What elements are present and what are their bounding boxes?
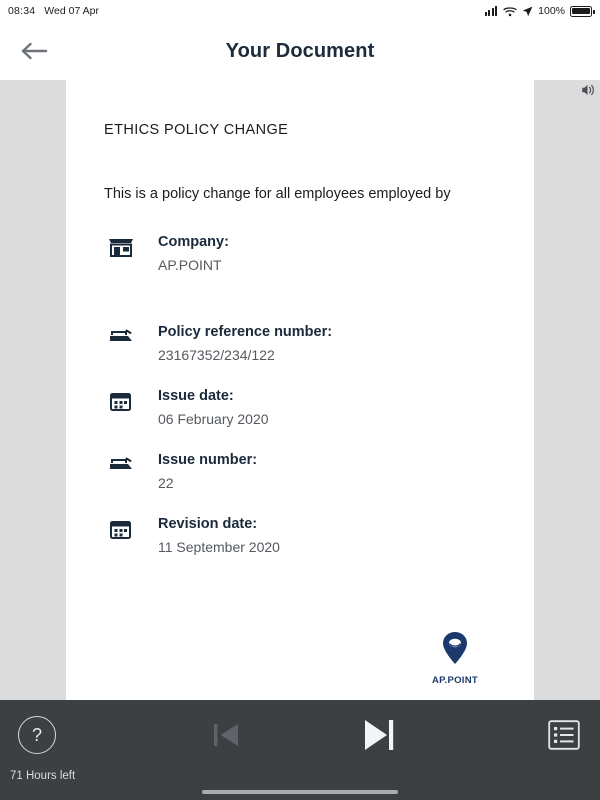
brand-logo	[420, 631, 490, 688]
back-button[interactable]	[14, 31, 54, 71]
map-pin-icon	[420, 631, 490, 670]
document-heading: ETHICS POLICY CHANGE	[104, 122, 289, 138]
field-company-text	[158, 230, 229, 276]
home-indicator	[202, 790, 398, 795]
calendar-icon	[102, 384, 158, 416]
playlist-icon	[548, 720, 580, 750]
page-title: Your Document	[225, 39, 375, 62]
playlist-button[interactable]	[548, 720, 580, 750]
speaker-icon[interactable]	[580, 82, 596, 98]
status-bar-right	[485, 5, 592, 17]
skip-previous-icon	[210, 720, 244, 750]
time-left-label: 71 Hours left	[10, 770, 76, 782]
status-time: 08:34	[8, 5, 36, 17]
store-icon	[102, 230, 158, 262]
document-intro: This is a policy change for all employees employed by	[104, 186, 451, 202]
field-value: 06 February 2020	[158, 410, 269, 427]
field-policy-reference-number	[102, 320, 498, 376]
skip-previous-button[interactable]	[210, 720, 244, 750]
status-date: Wed 07 Apr	[44, 5, 99, 17]
field-issue-date	[102, 384, 498, 440]
calendar-icon	[102, 512, 158, 544]
field-value: AP.POINT	[158, 256, 222, 273]
field-revision-date-text	[158, 512, 280, 558]
battery-percent: 100%	[538, 5, 565, 17]
document-icon	[102, 320, 158, 352]
header-bar	[0, 22, 600, 80]
skip-next-icon	[358, 716, 398, 754]
field-issue-date-text	[158, 384, 269, 430]
back-arrow-icon	[20, 41, 48, 61]
field-company	[102, 230, 498, 286]
field-label: Issue date:	[158, 388, 234, 404]
document-page	[66, 80, 534, 700]
field-value: 23167352/234/122	[158, 346, 275, 363]
document-viewport[interactable]	[0, 80, 600, 700]
field-policy-reference-number-text	[158, 320, 332, 366]
field-issue-number	[102, 448, 498, 504]
field-label: Company:	[158, 234, 229, 250]
brand-name: AP.POINT	[431, 675, 479, 686]
field-label: Policy reference number:	[158, 324, 333, 340]
field-value: 22	[158, 474, 174, 491]
signal-icon	[485, 6, 498, 16]
field-revision-date	[102, 512, 498, 568]
wifi-icon	[503, 6, 517, 17]
skip-next-button[interactable]	[358, 716, 398, 754]
location-arrow-icon	[522, 6, 533, 17]
status-bar-left	[8, 5, 99, 17]
player-bar	[0, 700, 600, 800]
field-issue-number-text	[158, 448, 257, 494]
field-value: 11 September 2020	[158, 538, 280, 555]
help-button[interactable]: ?	[18, 716, 56, 754]
status-bar	[0, 0, 600, 22]
field-label: Revision date:	[158, 516, 258, 532]
field-label: Issue number:	[158, 452, 258, 468]
battery-icon	[570, 6, 592, 17]
document-icon	[102, 448, 158, 480]
